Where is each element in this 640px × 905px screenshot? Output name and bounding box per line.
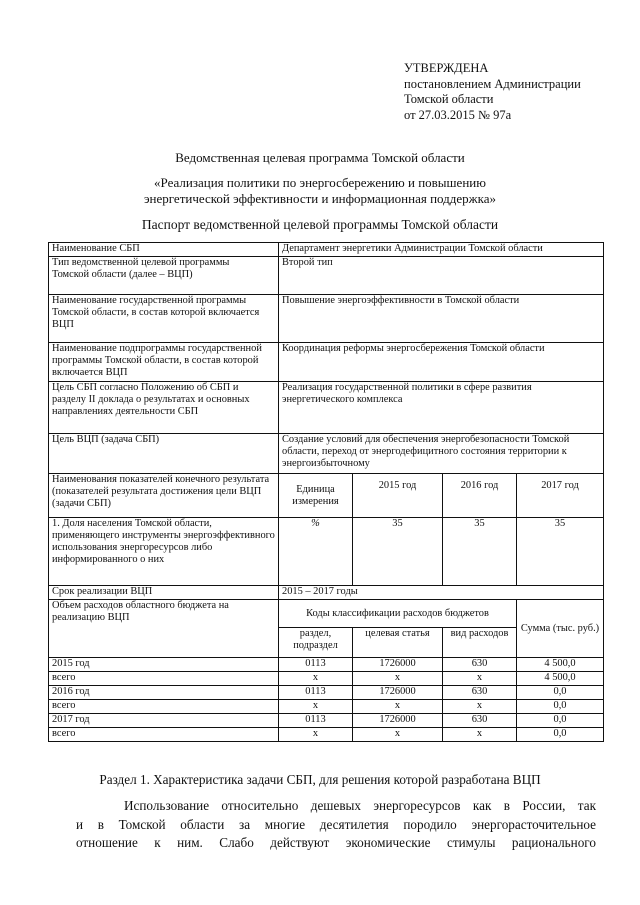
budget-article: х [353, 672, 443, 686]
row-label: Цель ВЦП (задача СБП) [49, 434, 279, 474]
row-value: Создание условий для обеспечения энергобезопасности Томской области, переход от энергодефицитного состояния территории к энергоизбыточному [279, 434, 604, 474]
budget-article: 1726000 [353, 714, 443, 728]
budget-sum: 4 500,0 [517, 672, 604, 686]
budget-sum: 0,0 [517, 700, 604, 714]
approval-title: УТВЕРЖДЕНА [404, 61, 489, 75]
budget-row [49, 672, 604, 686]
budget-section: х [279, 700, 353, 714]
row-label: Наименование государственной программы Томской области, в состав которой включается ВЦП [49, 295, 279, 343]
table-row [49, 434, 604, 474]
budget-row [49, 658, 604, 672]
row-value: Реализация государственной политики в сфере развития энергетического комплекса [279, 382, 604, 434]
row-value: Координация реформы энергосбережения Томской области [279, 343, 604, 382]
budget-article: 1726000 [353, 686, 443, 700]
passport-table [48, 242, 604, 742]
row-label: Наименование подпрограммы государственной программы Томской области, в состав которой включается ВЦП [49, 343, 279, 382]
indicator-name: 1. Доля населения Томской области, применяющего инструменты энергоэффективного использования энергоресурсов либо информированного о них [49, 518, 279, 586]
indicator-value: 35 [517, 518, 604, 586]
table-row [49, 295, 604, 343]
budget-section: х [279, 672, 353, 686]
program-name-line: «Реализация политики по энергосбережению и повышению [154, 175, 486, 190]
year-header: 2017 год [517, 474, 604, 518]
section-body [76, 797, 596, 853]
approval-line: постановлением Администрации [404, 76, 581, 91]
budget-sum: 4 500,0 [517, 658, 604, 672]
budget-row [49, 686, 604, 700]
budget-row [49, 728, 604, 742]
section-heading: Раздел 1. Характеристика задачи СБП, для решения которой разработана ВЦП [99, 772, 541, 787]
body-line: отношение к ним. Слабо действуют экономические стимулы рационального [76, 835, 596, 850]
table-row [49, 343, 604, 382]
budget-kind: х [443, 672, 517, 686]
budget-sum: 0,0 [517, 728, 604, 742]
approval-stamp [404, 61, 581, 123]
table-row [49, 257, 604, 295]
indicators-header-row [49, 474, 604, 518]
budget-kind: 630 [443, 658, 517, 672]
table-row [49, 243, 604, 257]
budget-article: х [353, 700, 443, 714]
program-title: Ведомственная целевая программа Томской области [175, 150, 465, 165]
row-value: Повышение энергоэффективности в Томской области [279, 295, 604, 343]
unit-header: Единица измерения [279, 474, 353, 518]
row-label: Цель СБП согласно Положению об СБП и разделу II доклада о результатах и основных направлениях деятельности СБП [49, 382, 279, 434]
year-header: 2015 год [353, 474, 443, 518]
kind-header: вид расходов [443, 628, 517, 658]
passport-title: Паспорт ведомственной целевой программы Томской области [141, 217, 499, 232]
row-label: Наименование СБП [49, 243, 279, 257]
indicator-unit: % [279, 518, 353, 586]
approval-date: от 27.03.2015 № 97а [404, 107, 512, 122]
budget-kind: 630 [443, 714, 517, 728]
budget-year: всего [49, 672, 279, 686]
budget-section: 0113 [279, 658, 353, 672]
indicators-label: Наименования показателей конечного результата (показателей результата достижения цели ВЦП (задачи СБП) [49, 474, 279, 518]
term-label: Срок реализации ВЦП [49, 586, 279, 600]
row-label: Тип ведомственной целевой программы Томской области (далее – ВЦП) [49, 257, 279, 295]
budget-year: 2015 год [49, 658, 279, 672]
budget-year: 2017 год [49, 714, 279, 728]
budget-label: Объем расходов областного бюджета на реализацию ВЦП [49, 600, 279, 658]
budget-year: всего [49, 700, 279, 714]
indicator-value: 35 [443, 518, 517, 586]
program-name-line: энергетической эффективности и информационная поддержка» [143, 191, 497, 206]
codes-header: Коды классификации расходов бюджетов [279, 600, 517, 628]
budget-section: 0113 [279, 686, 353, 700]
section-header: раздел, подраздел [279, 628, 353, 658]
row-value: Второй тип [279, 257, 604, 295]
indicator-value: 35 [353, 518, 443, 586]
budget-header-row [49, 600, 604, 628]
budget-year: всего [49, 728, 279, 742]
budget-kind: х [443, 700, 517, 714]
budget-sum: 0,0 [517, 686, 604, 700]
term-row [49, 586, 604, 600]
table-row [49, 382, 604, 434]
budget-kind: 630 [443, 686, 517, 700]
article-header: целевая статья [353, 628, 443, 658]
body-line: Использование относительно дешевых энергоресурсов как в России, так [124, 798, 596, 813]
indicator-row [49, 518, 604, 586]
year-header: 2016 год [443, 474, 517, 518]
sum-header: Сумма (тыс. руб.) [517, 600, 604, 658]
budget-row [49, 714, 604, 728]
budget-row [49, 700, 604, 714]
budget-section: 0113 [279, 714, 353, 728]
budget-sum: 0,0 [517, 714, 604, 728]
row-value: Департамент энергетики Администрации Томской области [279, 243, 604, 257]
budget-year: 2016 год [49, 686, 279, 700]
budget-article: 1726000 [353, 658, 443, 672]
budget-section: х [279, 728, 353, 742]
budget-kind: х [443, 728, 517, 742]
term-value: 2015 – 2017 годы [279, 586, 604, 600]
approval-line: Томской области [404, 92, 494, 106]
body-line: и в Томской области за многие десятилетия породило энергорасточительное [76, 816, 596, 832]
budget-article: х [353, 728, 443, 742]
